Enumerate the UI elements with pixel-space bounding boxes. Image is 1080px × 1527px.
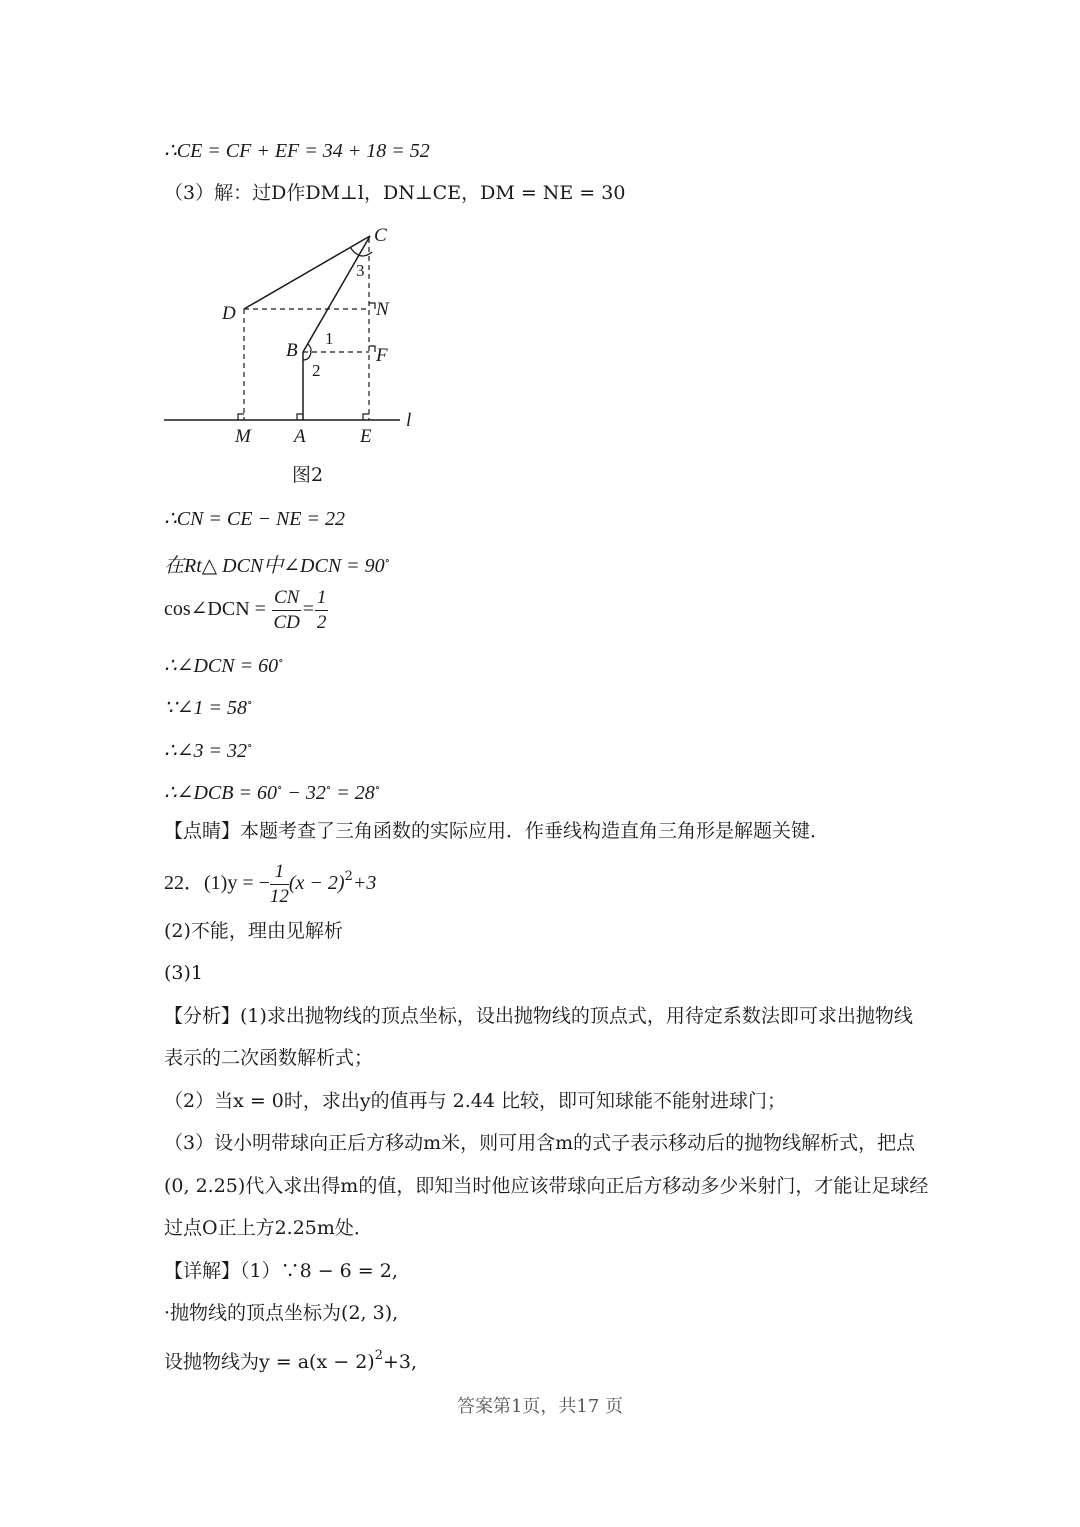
- text-line-analysis6: 过点O正上方2.25m处．: [164, 1217, 373, 1239]
- label-angle-2: 2: [312, 361, 321, 380]
- text-line-q22-answer3: (3)1: [164, 962, 204, 984]
- label-m: M: [235, 426, 251, 447]
- right-angle-e: [363, 414, 369, 420]
- angle-arc-1: [308, 344, 311, 352]
- right-angle-n: [369, 303, 375, 309]
- segment-dc: [244, 236, 370, 309]
- text-line-detail2: ·抛物线的顶点坐标为(2, 3),: [164, 1302, 399, 1324]
- text-line-analysis2: 表示的二次函数解析式；: [164, 1047, 374, 1069]
- text-line-analysis5: (0, 2.25)代入求出得m的值，即知当时他应该带球向正后方移动多少米射门，才能让足球经: [164, 1175, 929, 1197]
- text-line-angle1: ∵∠1 = 58∘: [164, 696, 253, 719]
- geometry-figure: [160, 220, 440, 460]
- text-line-detail1: 【详解】（1）∵8 − 6 = 2,: [164, 1260, 398, 1282]
- text-line-cn: ∴CN = CE − NE = 22: [164, 508, 346, 530]
- text-line-dcn-60: ∴∠DCN = 60∘: [164, 654, 284, 677]
- text-line-angle3: ∴∠3 = 32∘: [164, 739, 253, 762]
- figure-caption: 图2: [292, 464, 324, 486]
- text-line-rt-triangle: 在Rt△ DCN中∠DCN = 90∘: [164, 554, 391, 577]
- fraction-cn-cd: $\frac{CN}{CD}$: [273, 586, 300, 633]
- label-l: l: [406, 410, 412, 431]
- text-line-cos: cos∠DCN = $\frac{CN}{CD}$ = $\frac{1}{2}$: [164, 586, 327, 633]
- angle-arc-2: [303, 352, 311, 360]
- label-c: C: [374, 225, 387, 246]
- label-d: D: [222, 303, 236, 324]
- text-line-detail3: 设抛物线为$y = a(x - 2)^2+3$,: [164, 1348, 418, 1373]
- right-angle-m: [238, 414, 244, 420]
- label-a: A: [294, 426, 306, 447]
- text-line-analysis1: 【分析】(1)求出抛物线的顶点坐标，设出抛物线的顶点式，用待定系数法即可求出抛物线: [164, 1005, 913, 1027]
- text-line-q22-answer2: (2)不能，理由见解析: [164, 920, 343, 942]
- segment-bc: [303, 236, 370, 352]
- label-f: F: [376, 345, 388, 366]
- label-n: N: [376, 299, 389, 320]
- label-b: B: [286, 340, 298, 361]
- text-line-ce: ∴CE = CF + EF = 34 + 18 = 52: [164, 140, 430, 162]
- fraction-1-12: $\frac{1}{12}$: [269, 860, 289, 907]
- page-footer: 答案第1页，共17 页: [456, 1396, 624, 1417]
- text-line-analysis4: （3）设小明带球向正后方移动m米，则可用含m的式子表示移动后的抛物线解析式，把点: [164, 1132, 916, 1154]
- label-e: E: [360, 426, 372, 447]
- text-line-analysis3: （2）当x = 0时，求出y的值再与 2.44 比较，即可知球能不能射进球门；: [164, 1090, 787, 1112]
- text-line-part3-intro: （3）解：过D作DM⊥l，DN⊥CE，DM = NE = 30: [164, 182, 626, 204]
- text-line-q22-answer1: 22．(1)y = − $\frac{1}{12}$ $(x - 2)^2+3$: [164, 860, 377, 907]
- label-angle-3: 3: [356, 261, 365, 280]
- right-angle-a: [297, 414, 303, 420]
- text-line-remark: 【点睛】本题考查了三角函数的实际应用．作垂线构造直角三角形是解题关键．: [164, 820, 830, 842]
- label-angle-1: 1: [325, 329, 334, 348]
- fraction-half: $\frac{1}{2}$: [316, 586, 327, 633]
- right-angle-f: [369, 346, 375, 352]
- text-line-dcb: ∴∠DCB = 60∘ − 32∘ = 28∘: [164, 781, 381, 804]
